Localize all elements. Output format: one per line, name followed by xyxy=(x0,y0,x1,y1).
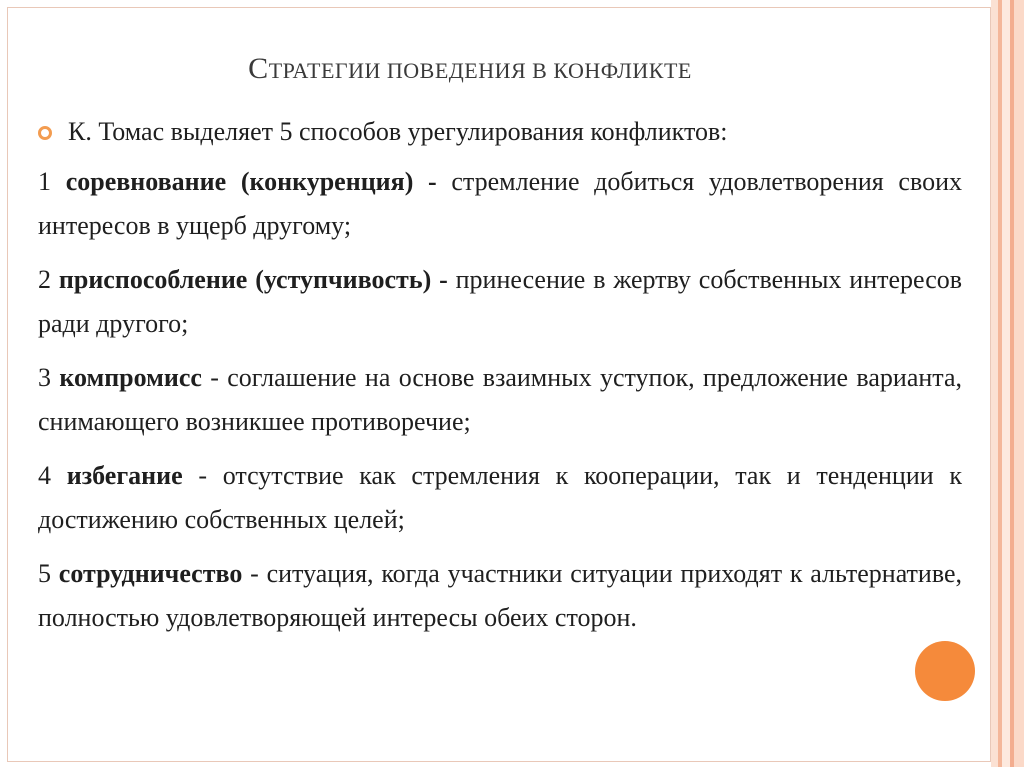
strategy-item-3 xyxy=(38,356,962,444)
decor-stripe xyxy=(1014,0,1024,767)
item-separator: - xyxy=(242,559,267,588)
slide-title: СТРАТЕГИИ ПОВЕДЕНИЯ В КОНФЛИКТЕ xyxy=(248,52,692,85)
strategy-item-2 xyxy=(38,258,962,346)
item-number: 3 xyxy=(38,363,51,392)
item-description: стремление добиться удовлетворения своих интересов в ущерб другому; xyxy=(38,167,962,240)
item-term: компромисс xyxy=(59,363,202,392)
strategy-item-1 xyxy=(38,160,962,248)
item-description: соглашение на основе взаимных уступок, предложение варианта, снимающего возникшее противоречие; xyxy=(38,363,962,436)
slide-content xyxy=(38,112,962,650)
decor-stripe xyxy=(1002,0,1010,767)
bullet-circle-icon xyxy=(38,126,52,140)
strategy-item-5 xyxy=(38,552,962,640)
intro-text: К. Томас выделяет 5 способов урегулирования конфликтов: xyxy=(68,117,728,146)
item-term: сотрудничество xyxy=(58,559,243,588)
item-number: 1 xyxy=(38,167,51,196)
item-separator: - xyxy=(201,363,228,392)
item-separator: - xyxy=(413,167,452,196)
item-term: соревнование (конкуренция) xyxy=(65,167,414,196)
intro-paragraph xyxy=(38,112,962,152)
item-term: избегание xyxy=(66,461,183,490)
strategy-item-4 xyxy=(38,454,962,542)
item-description: отсутствие как стремления к кооперации, так и тенденции к достижению собственных целей; xyxy=(38,461,962,534)
item-number: 5 xyxy=(38,559,51,588)
decor-circle xyxy=(915,641,975,701)
item-separator: - xyxy=(431,265,456,294)
decor-stripe xyxy=(991,0,998,767)
item-separator: - xyxy=(182,461,223,490)
item-description: принесение в жертву собственных интересов ради другого; xyxy=(38,265,963,338)
item-number: 4 xyxy=(38,461,51,490)
item-number: 2 xyxy=(38,265,51,294)
item-term: приспособление (уступчивость) xyxy=(58,265,432,294)
item-description: ситуация, когда участники ситуации приходят к альтернативе, полностью удовлетворяющей интересы обеих сторон. xyxy=(38,559,962,632)
